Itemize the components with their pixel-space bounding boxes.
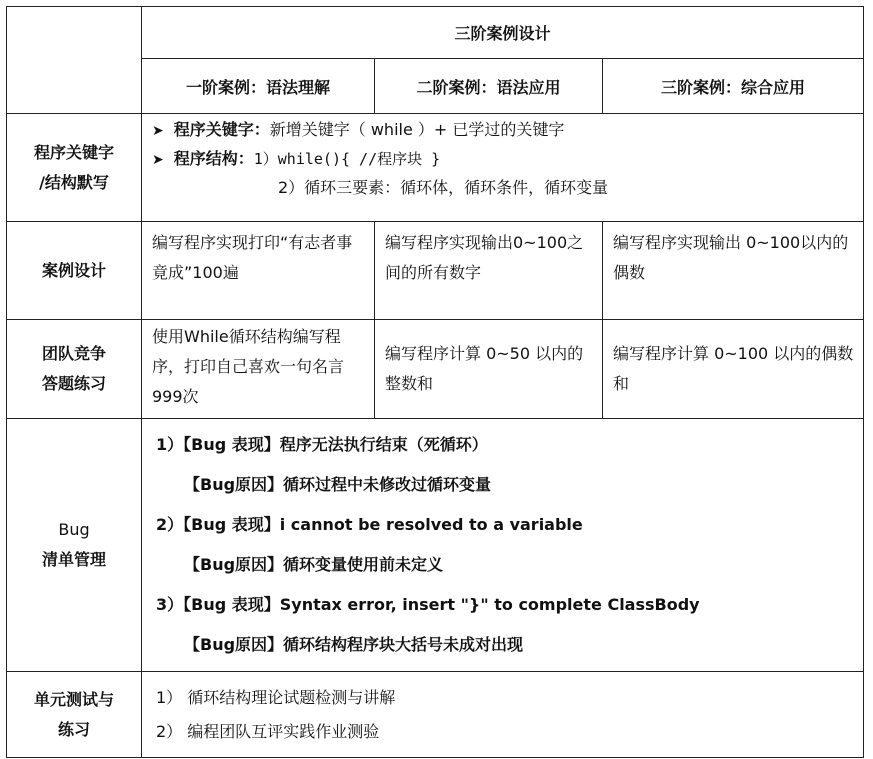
unit-test-item-1: 1） 循环结构理论试题检测与讲解 (156, 687, 396, 707)
unit-test-item-2: 2） 编程团队互评实践作业测验 (156, 721, 380, 741)
row-case-design (7, 222, 864, 320)
row-unit-test (7, 672, 864, 758)
row-label-bugs (7, 419, 142, 672)
row-label-bugs-line2: 清单管理 (41, 550, 106, 569)
unit-test-content (142, 672, 864, 758)
header-row-title (7, 7, 864, 59)
table-title: 三阶案例设计 (142, 7, 864, 59)
team-level1: 使用While循环结构编写程序，打印自己喜欢一句名言999次 (142, 320, 375, 419)
keywords-line1-text: 新增关键字（ while ）+ 已学过的关键字 (269, 120, 565, 139)
row-label-bugs-line1: Bug (58, 520, 90, 539)
case-design-level3: 编写程序实现输出 0~100以内的偶数 (603, 222, 864, 320)
keywords-content (142, 114, 864, 222)
column-header-level3: 三阶案例：综合应用 (603, 59, 864, 114)
row-label-team (7, 320, 142, 419)
keywords-line2-text: 1）while(){ //程序块 } (253, 150, 441, 168)
bug-item-3-symptom: 3）【Bug 表现】Syntax error, insert "}" to complete ClassBody (156, 595, 700, 614)
bug-item-1-symptom: 1）【Bug 表现】程序无法执行结束（死循环） (156, 435, 488, 454)
case-design-level1: 编写程序实现打印“有志者事竟成”100遍 (142, 222, 375, 320)
row-label-keywords (7, 114, 142, 222)
column-header-level2: 二阶案例：语法应用 (375, 59, 603, 114)
row-label-team-line2: 答题练习 (41, 374, 106, 393)
arrow-bullet-icon: ➤ (152, 152, 164, 168)
bug-item-3-cause: 【Bug原因】循环结构程序块大括号未成对出现 (184, 635, 524, 654)
bug-item-1-cause: 【Bug原因】循环过程中未修改过循环变量 (184, 475, 492, 494)
column-header-level1: 一阶案例：语法理解 (142, 59, 375, 114)
keywords-line-1 (152, 116, 855, 145)
bug-item-2-symptom: 2）【Bug 表现】i cannot be resolved to a variable (156, 515, 583, 534)
keywords-line1-bold: 程序关键字： (173, 120, 270, 139)
corner-cell (7, 7, 142, 114)
row-label-unit-test-line2: 练习 (57, 719, 90, 739)
row-label-keywords-line1: 程序关键字 (33, 142, 114, 162)
team-level3: 编写程序计算 0~100 以内的偶数和 (603, 320, 864, 419)
row-label-unit-test-line1: 单元测试与 (33, 689, 114, 709)
row-label-keywords-line2: /结构默写 (39, 172, 109, 192)
case-design-level2: 编写程序实现输出0~100之间的所有数字 (375, 222, 603, 320)
team-level2: 编写程序计算 0~50 以内的整数和 (375, 320, 603, 419)
row-label-team-line1: 团队竞争 (41, 344, 106, 363)
keywords-line2-bold: 程序结构： (173, 149, 254, 168)
keywords-line-3: 2）循环三要素：循环体，循环条件，循环变量 (278, 178, 609, 197)
row-keywords (7, 114, 864, 222)
bug-list-content (142, 419, 864, 672)
bug-item-2-cause: 【Bug原因】循环变量使用前未定义 (184, 555, 444, 574)
keywords-line-2 (152, 145, 855, 174)
row-label-case-design: 案例设计 (7, 222, 142, 320)
case-design-table (6, 6, 864, 758)
arrow-bullet-icon: ➤ (152, 123, 164, 139)
row-label-unit-test (7, 672, 142, 758)
row-team-competition (7, 320, 864, 419)
row-bug-list (7, 419, 864, 672)
